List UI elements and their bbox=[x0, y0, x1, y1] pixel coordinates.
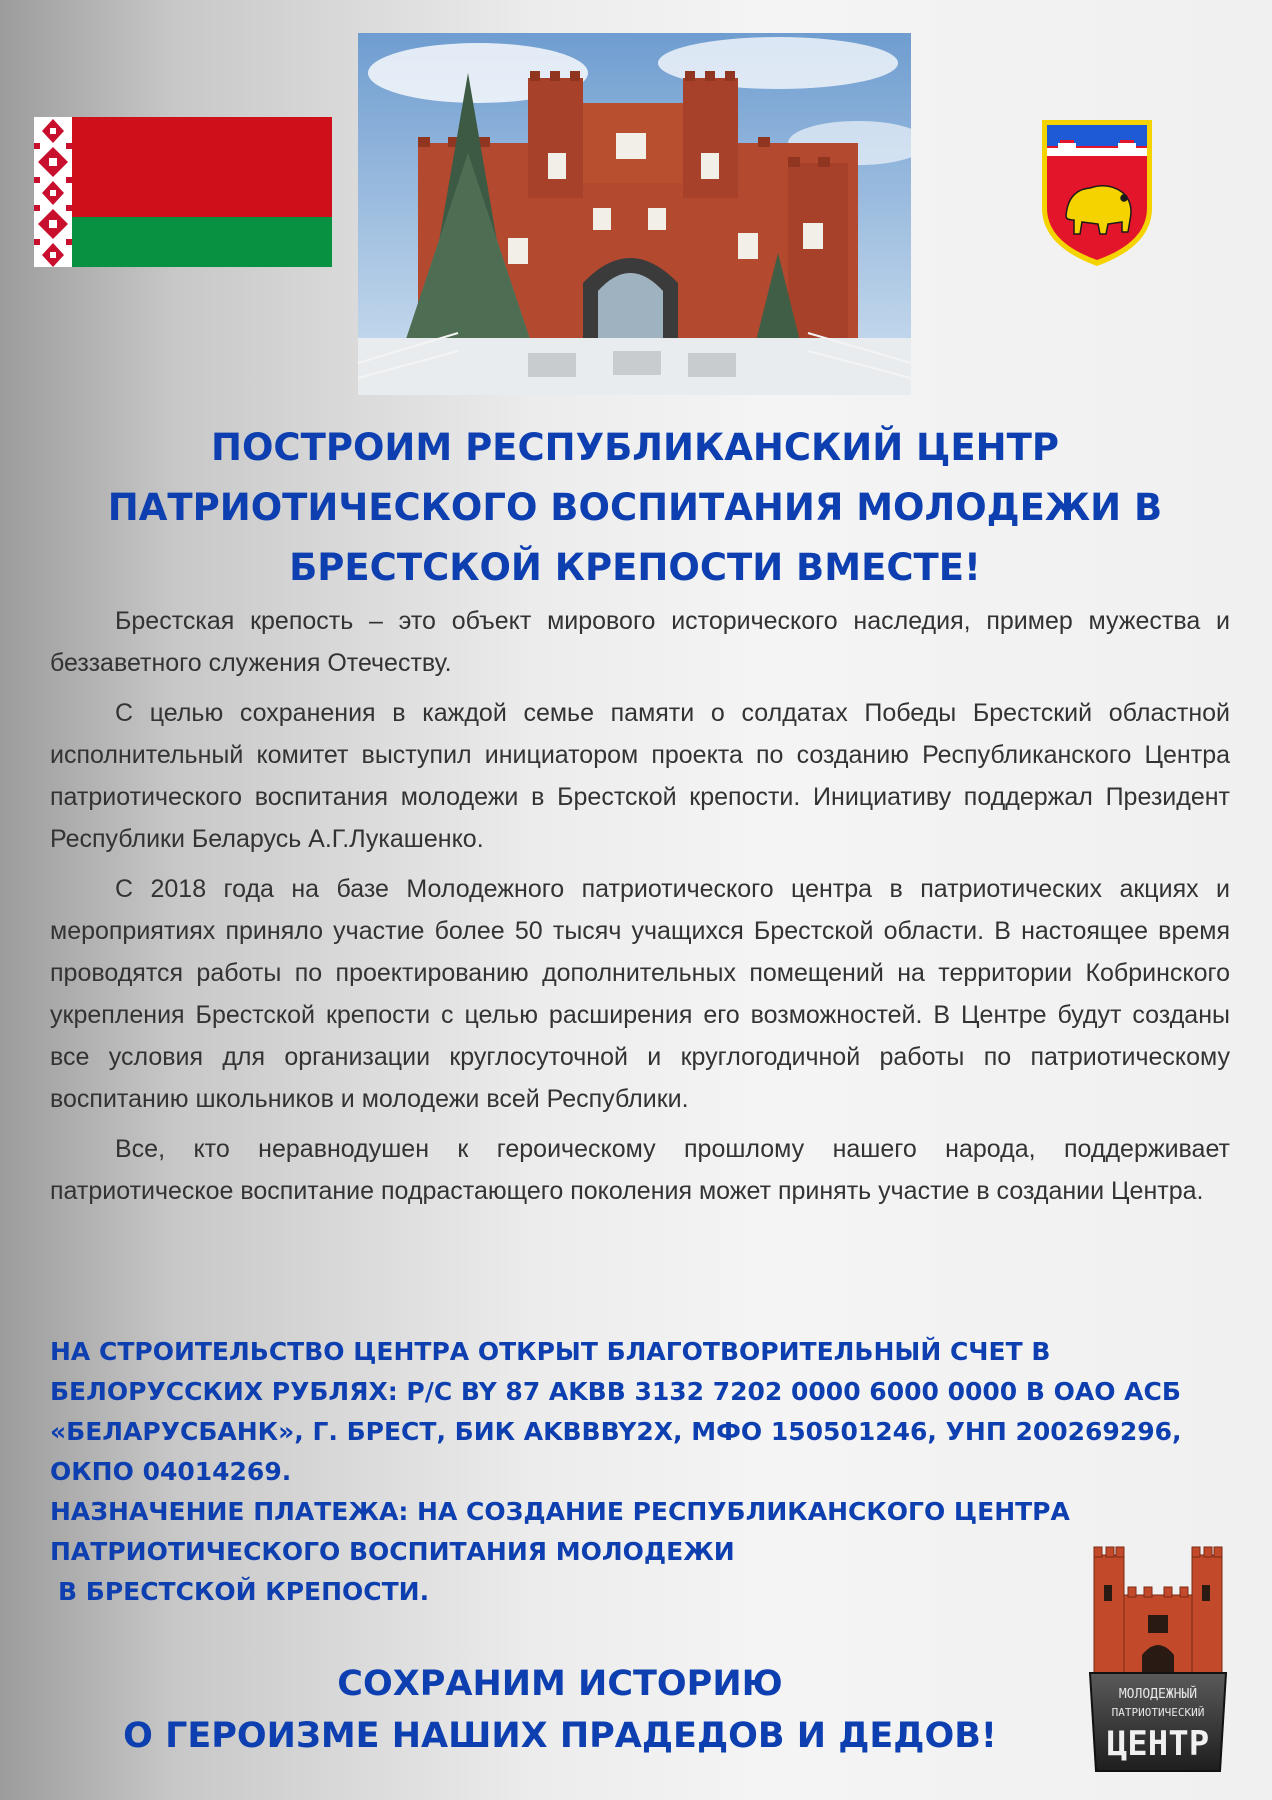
title-line: БРЕСТСКОЙ КРЕПОСТИ ВМЕСТЕ! bbox=[289, 546, 981, 589]
bank-line: В БРЕСТСКОЙ КРЕПОСТИ. bbox=[58, 1577, 430, 1606]
logo-text-2: ПАТРИОТИЧЕСКИЙ bbox=[1111, 1706, 1205, 1719]
logo-text-3: ЦЕНТР bbox=[1106, 1724, 1210, 1764]
closing-slogan bbox=[60, 1658, 1060, 1762]
paragraph: Все, кто неравнодушен к героическому прошлому нашего народа, поддерживает патриотическое воспитание подрастающего поколения может принять участие в создании Центра. bbox=[50, 1135, 1230, 1205]
bank-line: ПАТРИОТИЧЕСКОГО ВОСПИТАНИЯ МОЛОДЕЖИ bbox=[50, 1537, 735, 1566]
bank-line: НАЗНАЧЕНИЕ ПЛАТЕЖА: НА СОЗДАНИЕ РЕСПУБЛИКАНСКОГО ЦЕНТРА bbox=[50, 1497, 1070, 1526]
brest-fortress-photo bbox=[358, 33, 911, 395]
bank-line: ОКПО 04014269. bbox=[50, 1457, 292, 1486]
logo-text-1: МОЛОДЕЖНЫЙ bbox=[1118, 1687, 1198, 1702]
flag-red-band bbox=[72, 117, 332, 217]
title-line: ПОСТРОИМ РЕСПУБЛИКАНСКИЙ ЦЕНТР bbox=[211, 426, 1059, 469]
paragraph: С 2018 года на базе Молодежного патриотического центра в патриотических акциях и мероприятиях приняло участие более 50 тысяч учащихся Брестской области. В настоящее время проводятся работы по проектированию дополнительных помещений на территории Кобринского укрепления Брестской крепости с целью расширения его возможностей. В Центре будут созданы все условия для организации круглосуточной и круглогодичной работы по патриотическому воспитанию школьников и молодежи всей Республики. bbox=[50, 875, 1230, 1113]
flag-ornament bbox=[34, 117, 72, 267]
page-title bbox=[60, 418, 1210, 598]
paragraph: С целью сохранения в каждой семье памяти о солдатах Победы Брестский областной исполнительный комитет выступил инициатором проекта по созданию Республиканского Центра патриотического воспитания молодежи в Брестской крепости. Инициативу поддержал Президент Республики Беларусь А.Г.Лукашенко. bbox=[50, 699, 1230, 853]
body-text bbox=[50, 600, 1230, 1220]
paragraph: Брестская крепость – это объект мирового исторического наследия, пример мужества и беззаветного служения Отечеству. bbox=[50, 607, 1230, 677]
title-line: ПАТРИОТИЧЕСКОГО ВОСПИТАНИЯ МОЛОДЕЖИ В bbox=[107, 486, 1163, 529]
closing-line: СОХРАНИМ ИСТОРИЮ bbox=[337, 1664, 783, 1704]
brest-coat-of-arms bbox=[1038, 116, 1156, 268]
flag-green-band bbox=[72, 217, 332, 267]
bank-details bbox=[50, 1332, 1190, 1612]
belarus-flag bbox=[34, 117, 332, 267]
bank-line: НА СТРОИТЕЛЬСТВО ЦЕНТРА ОТКРЫТ БЛАГОТВОРИТЕЛЬНЫЙ СЧЕТ В bbox=[50, 1337, 1051, 1366]
bank-line: БЕЛОРУССКИХ РУБЛЯХ: Р/С BY 87 AKBB 3132 7202 0000 6000 0000 В ОАО АСБ bbox=[50, 1377, 1181, 1406]
bank-line: «БЕЛАРУСБАНК», Г. БРЕСТ, БИК AKBBBY2X, МФО 150501246, УНП 200269296, bbox=[50, 1417, 1182, 1446]
closing-line: О ГЕРОИЗМЕ НАШИХ ПРАДЕДОВ И ДЕДОВ! bbox=[123, 1716, 997, 1756]
patriotic-center-logo bbox=[1088, 1545, 1228, 1775]
